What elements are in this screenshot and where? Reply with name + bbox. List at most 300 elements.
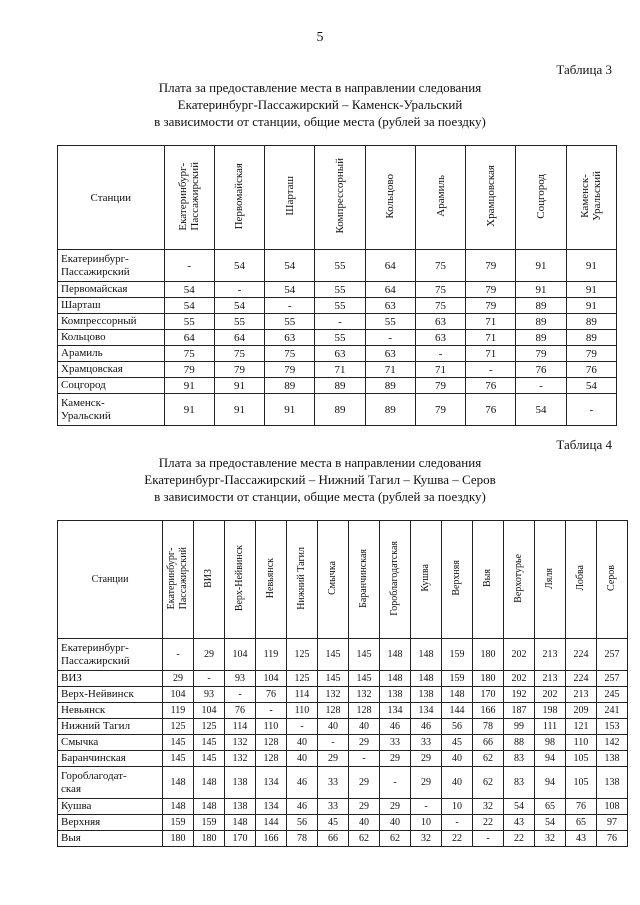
- table4-fare-cell: 224: [566, 639, 597, 671]
- table4-fare-cell: 180: [194, 831, 225, 847]
- table-row: [58, 346, 617, 362]
- table4-fare-cell: 153: [597, 719, 628, 735]
- table3-fare-cell: 75: [214, 346, 264, 362]
- table4-fare-cell: 104: [256, 671, 287, 687]
- table3-fare-cell: 75: [415, 298, 465, 314]
- table4-fare-cell: 76: [597, 831, 628, 847]
- table4-fare-cell: -: [380, 767, 411, 799]
- table4-fare-cell: 65: [535, 799, 566, 815]
- table4-column-header: [442, 521, 473, 639]
- table4-fare-cell: -: [225, 687, 256, 703]
- table4-fare-cell: 119: [256, 639, 287, 671]
- table4-column-header: [194, 521, 225, 639]
- table4-fare-cell: 22: [504, 831, 535, 847]
- table3-fare-cell: 91: [516, 282, 566, 298]
- table4-station-name: ВИЗ: [58, 671, 163, 687]
- table4-station-name: Выя: [58, 831, 163, 847]
- table4-fare-cell: 99: [504, 719, 535, 735]
- table3-fare-cell: 89: [566, 314, 616, 330]
- table3-station-name: Кольцово: [58, 330, 165, 346]
- table3-fare-cell: 89: [365, 378, 415, 394]
- table4-fare-cell: 144: [256, 815, 287, 831]
- table4-fare-cell: 105: [566, 767, 597, 799]
- table4-column-header: [256, 521, 287, 639]
- table-row: [58, 250, 617, 282]
- table4-fare-cell: 54: [504, 799, 535, 815]
- table4-fare-cell: 29: [380, 799, 411, 815]
- table3-caption-line1: Плата за предоставление места в направлении следования: [158, 80, 482, 95]
- table4-fare-cell: 93: [194, 687, 225, 703]
- table4-fare-cell: -: [349, 751, 380, 767]
- table3-fare-cell: -: [265, 298, 315, 314]
- table4-fare-cell: 134: [411, 703, 442, 719]
- table3-fare-cell: 76: [466, 378, 516, 394]
- table3-column-header-label: Кольцово: [384, 173, 397, 219]
- table3-column-header-label: Храмцовская: [484, 165, 497, 227]
- table4-fare-cell: 198: [535, 703, 566, 719]
- table4-fare-cell: 114: [287, 687, 318, 703]
- table4-fare-cell: 98: [535, 735, 566, 751]
- table3-fare-cell: 79: [214, 362, 264, 378]
- table4-fare-cell: 134: [380, 703, 411, 719]
- table4-fare-cell: 104: [194, 703, 225, 719]
- table3-station-name: Храмцовская: [58, 362, 165, 378]
- table4-fare-cell: 22: [442, 831, 473, 847]
- table4-fare-cell: 180: [473, 671, 504, 687]
- table3-fare-cell: 55: [164, 314, 214, 330]
- table4-column-header-label: Нижний Тагил: [296, 546, 307, 610]
- table3-fare-cell: 91: [164, 394, 214, 426]
- table-row: [58, 671, 628, 687]
- table3-fare-cell: 54: [164, 282, 214, 298]
- table4-fare-matrix: [57, 520, 628, 847]
- table4-column-header-label: Ляля: [544, 567, 555, 589]
- table4-fare-cell: 202: [504, 671, 535, 687]
- table3-label: Таблица 3: [556, 62, 612, 77]
- table3-fare-cell: -: [415, 346, 465, 362]
- table3-fare-cell: 64: [365, 282, 415, 298]
- table3-fare-cell: 79: [466, 282, 516, 298]
- table3-fare-cell: 89: [365, 394, 415, 426]
- table3-station-name: Первомайская: [58, 282, 165, 298]
- table4-fare-cell: 145: [163, 735, 194, 751]
- table3-fare-cell: 79: [415, 378, 465, 394]
- table3-fare-cell: 55: [214, 314, 264, 330]
- table3-fare-cell: 71: [315, 362, 365, 378]
- table4-fare-cell: 125: [194, 719, 225, 735]
- table3-column-header: [315, 146, 365, 250]
- table4-fare-cell: 241: [597, 703, 628, 719]
- table4-fare-cell: 33: [411, 735, 442, 751]
- table4-station-name: Гороблагодат- ская: [58, 767, 163, 799]
- table3-fare-cell: 89: [265, 378, 315, 394]
- table3-fare-cell: 55: [315, 330, 365, 346]
- table-row: [58, 378, 617, 394]
- table3-column-header-label: Соцгород: [535, 173, 548, 219]
- table4-fare-cell: -: [163, 639, 194, 671]
- table3-fare-cell: 63: [315, 346, 365, 362]
- table3-fare-cell: 55: [365, 314, 415, 330]
- table4-fare-cell: 128: [256, 751, 287, 767]
- table4-fare-cell: 29: [318, 751, 349, 767]
- table4-fare-cell: 29: [349, 799, 380, 815]
- table3-fare-cell: 55: [265, 314, 315, 330]
- table4-fare-cell: 159: [194, 815, 225, 831]
- table3-fare-cell: 54: [265, 250, 315, 282]
- table-row: [58, 282, 617, 298]
- table3-fare-cell: -: [516, 378, 566, 394]
- table3-fare-cell: 64: [164, 330, 214, 346]
- table3-fare-cell: 75: [164, 346, 214, 362]
- table4-fare-cell: 56: [287, 815, 318, 831]
- table4-fare-cell: 111: [535, 719, 566, 735]
- table3-fare-cell: -: [164, 250, 214, 282]
- table4-fare-cell: 148: [411, 639, 442, 671]
- table4-fare-cell: 145: [318, 671, 349, 687]
- table4-fare-cell: 145: [318, 639, 349, 671]
- table4-fare-cell: 83: [504, 767, 535, 799]
- table4-column-header-label: Невьянск: [265, 557, 276, 599]
- table-row: [58, 703, 628, 719]
- table4-fare-cell: 125: [287, 671, 318, 687]
- table4-fare-cell: 54: [535, 815, 566, 831]
- table3-fare-cell: 75: [265, 346, 315, 362]
- table3-fare-cell: 71: [466, 346, 516, 362]
- table4-fare-cell: 33: [318, 799, 349, 815]
- table4-fare-cell: 88: [504, 735, 535, 751]
- table4-fare-cell: 138: [380, 687, 411, 703]
- table3-fare-cell: 89: [516, 298, 566, 314]
- table4-column-header-label: Гороблагодатская: [389, 540, 400, 616]
- table4-fare-cell: 40: [442, 751, 473, 767]
- table4-column-header: [504, 521, 535, 639]
- table4-fare-cell: 170: [473, 687, 504, 703]
- table3-column-header-label: Екатеринбург- Пассажирский: [177, 161, 202, 231]
- table3-fare-cell: -: [315, 314, 365, 330]
- table4-fare-cell: 145: [349, 671, 380, 687]
- table4-fare-cell: 46: [411, 719, 442, 735]
- table4-fare-cell: 159: [442, 639, 473, 671]
- table3-fare-cell: 55: [315, 282, 365, 298]
- table4-column-header: [225, 521, 256, 639]
- table4-fare-cell: 148: [194, 767, 225, 799]
- table-row: [58, 687, 628, 703]
- table3-fare-cell: 71: [466, 314, 516, 330]
- table4-fare-cell: 121: [566, 719, 597, 735]
- table4-fare-cell: 180: [473, 639, 504, 671]
- table4-fare-cell: 187: [504, 703, 535, 719]
- table3-fare-cell: -: [566, 394, 616, 426]
- table4-fare-cell: 32: [535, 831, 566, 847]
- table4-fare-cell: 43: [566, 831, 597, 847]
- table4-column-header-label: Екатеринбург- Пассажирский: [166, 546, 189, 610]
- table4-fare-cell: 138: [597, 751, 628, 767]
- table3-column-header: [365, 146, 415, 250]
- table3-fare-matrix: [57, 145, 617, 426]
- table4-fare-cell: 29: [194, 639, 225, 671]
- table4-station-name: Баранчинская: [58, 751, 163, 767]
- table3-fare-cell: 76: [466, 394, 516, 426]
- table4-fare-cell: 94: [535, 751, 566, 767]
- table-row: [58, 314, 617, 330]
- table4-fare-cell: 148: [380, 671, 411, 687]
- table4-fare-cell: 108: [597, 799, 628, 815]
- table3-column-header: [214, 146, 264, 250]
- table-row: [58, 799, 628, 815]
- table4-station-name: Екатеринбург- Пассажирский: [58, 639, 163, 671]
- table3-column-header: [516, 146, 566, 250]
- table3-station-name: Шарташ: [58, 298, 165, 314]
- table3-column-header-label: Компрессорный: [333, 158, 346, 234]
- table4-fare-cell: 132: [349, 687, 380, 703]
- table3-station-name: Каменск- Уральский: [58, 394, 165, 426]
- table4-label: Таблица 4: [556, 437, 612, 452]
- table4-fare-cell: 32: [473, 799, 504, 815]
- table4-fare-cell: 202: [504, 639, 535, 671]
- table4-column-header-label: Серов: [606, 565, 617, 591]
- table3-fare-cell: 71: [415, 362, 465, 378]
- table4-fare-cell: 40: [287, 751, 318, 767]
- table4-fare-cell: 43: [504, 815, 535, 831]
- table3-fare-cell: 54: [516, 394, 566, 426]
- table4-fare-cell: -: [411, 799, 442, 815]
- table4-fare-cell: 29: [163, 671, 194, 687]
- table4-fare-cell: 10: [442, 799, 473, 815]
- table4-fare-cell: 202: [535, 687, 566, 703]
- table4-column-header-label: ВИЗ: [203, 568, 214, 588]
- table4-fare-cell: 213: [535, 671, 566, 687]
- table3-fare-cell: 76: [516, 362, 566, 378]
- table3-fare-cell: 71: [365, 362, 415, 378]
- table4-fare-cell: 29: [349, 767, 380, 799]
- table4-fare-cell: 104: [163, 687, 194, 703]
- table4-fare-cell: 40: [349, 719, 380, 735]
- table3-fare-cell: 54: [265, 282, 315, 298]
- table-row: [58, 362, 617, 378]
- table3-fare-cell: 63: [365, 298, 415, 314]
- table3-fare-cell: 79: [415, 394, 465, 426]
- table4-fare-cell: 110: [566, 735, 597, 751]
- table4-fare-cell: 166: [473, 703, 504, 719]
- table3-fare-cell: 79: [265, 362, 315, 378]
- table4-fare-cell: 134: [256, 767, 287, 799]
- table4-fare-cell: 76: [225, 703, 256, 719]
- table3-fare-cell: 91: [516, 250, 566, 282]
- table3-fare-cell: 89: [566, 330, 616, 346]
- table4-fare-cell: 170: [225, 831, 256, 847]
- table-row: [58, 831, 628, 847]
- table4-caption-line2: Екатеринбург-Пассажирский – Нижний Тагил – Кушва – Серов: [144, 472, 496, 487]
- table4-column-header: [411, 521, 442, 639]
- table3-fare-cell: 63: [265, 330, 315, 346]
- table3-fare-cell: 54: [164, 298, 214, 314]
- table-row: [58, 719, 628, 735]
- table4-fare-cell: 33: [318, 767, 349, 799]
- table3-caption-line2: Екатеринбург-Пассажирский – Каменск-Уральский: [177, 97, 463, 112]
- table4-column-header: [287, 521, 318, 639]
- table4-fare-cell: 62: [473, 767, 504, 799]
- table3-fare-cell: -: [466, 362, 516, 378]
- table3-column-header: [164, 146, 214, 250]
- table3-column-header: [415, 146, 465, 250]
- table4-fare-cell: 159: [163, 815, 194, 831]
- table3-fare-cell: 79: [466, 298, 516, 314]
- table4-fare-cell: 29: [411, 767, 442, 799]
- table3-fare-cell: 64: [214, 330, 264, 346]
- table4-fare-cell: 65: [566, 815, 597, 831]
- table4-fare-cell: -: [473, 831, 504, 847]
- table4-fare-cell: 148: [225, 815, 256, 831]
- table4-fare-cell: 33: [380, 735, 411, 751]
- table4-fare-cell: 145: [163, 751, 194, 767]
- table4-column-header-label: Верх-Нейвинск: [234, 544, 245, 612]
- table4-fare-cell: -: [318, 735, 349, 751]
- table4-fare-cell: 209: [566, 703, 597, 719]
- table4-fare-cell: 78: [287, 831, 318, 847]
- table4-fare-cell: 105: [566, 751, 597, 767]
- table4-fare-cell: 29: [411, 751, 442, 767]
- table3-fare-cell: 71: [466, 330, 516, 346]
- table4-fare-cell: 138: [411, 687, 442, 703]
- table-row: [58, 639, 628, 671]
- table4-fare-cell: 83: [504, 751, 535, 767]
- table3-fare-cell: 64: [365, 250, 415, 282]
- table3-station-name: Екатеринбург- Пассажирский: [58, 250, 165, 282]
- table4-fare-cell: 125: [163, 719, 194, 735]
- table4-station-name: Смычка: [58, 735, 163, 751]
- table3-fare-cell: 91: [164, 378, 214, 394]
- table4-column-header-label: Выя: [482, 569, 493, 587]
- table3-fare-cell: 55: [315, 250, 365, 282]
- table4-fare-cell: -: [442, 815, 473, 831]
- table4-fare-cell: 66: [318, 831, 349, 847]
- table4-fare-cell: 245: [597, 687, 628, 703]
- table3-fare-cell: 76: [566, 362, 616, 378]
- table3-fare-cell: 91: [214, 394, 264, 426]
- table3-station-name: Компрессорный: [58, 314, 165, 330]
- table4-fare-cell: 128: [349, 703, 380, 719]
- table4-fare-cell: 138: [597, 767, 628, 799]
- table4-fare-cell: 224: [566, 671, 597, 687]
- table4-column-header-label: Баранчинская: [358, 548, 369, 608]
- table4-column-header: [535, 521, 566, 639]
- table4-fare-cell: 76: [566, 799, 597, 815]
- table3-fare-cell: 89: [315, 394, 365, 426]
- table4-station-name: Нижний Тагил: [58, 719, 163, 735]
- table4-fare-cell: 145: [349, 639, 380, 671]
- table4-fare-cell: 148: [442, 687, 473, 703]
- table3-fare-cell: -: [214, 282, 264, 298]
- table3-fare-cell: 54: [214, 250, 264, 282]
- table3-fare-cell: 79: [516, 346, 566, 362]
- table3-column-header: [566, 146, 616, 250]
- table4-fare-cell: 145: [194, 751, 225, 767]
- table4-fare-cell: 66: [473, 735, 504, 751]
- table4-fare-cell: 148: [163, 767, 194, 799]
- table3-fare-cell: 91: [265, 394, 315, 426]
- table3-column-header-label: Шарташ: [283, 176, 296, 216]
- table4-fare-cell: 138: [225, 799, 256, 815]
- table4-fare-cell: 148: [380, 639, 411, 671]
- table4-column-header: [473, 521, 504, 639]
- table4-fare-cell: 40: [442, 767, 473, 799]
- table3-station-name: Арамиль: [58, 346, 165, 362]
- table4-fare-cell: 45: [442, 735, 473, 751]
- table4-column-header: [163, 521, 194, 639]
- table4-fare-cell: 29: [380, 751, 411, 767]
- table4-column-header: [318, 521, 349, 639]
- table4-fare-cell: 148: [411, 671, 442, 687]
- table-row: [58, 815, 628, 831]
- table4-fare-cell: 257: [597, 639, 628, 671]
- table4-fare-cell: -: [256, 703, 287, 719]
- table3-fare-cell: 54: [566, 378, 616, 394]
- table4-fare-cell: 104: [225, 639, 256, 671]
- table4-fare-cell: 119: [163, 703, 194, 719]
- table4-fare-cell: 144: [442, 703, 473, 719]
- table3-corner-header: Станции: [58, 146, 165, 250]
- table4-column-header-label: Смычка: [327, 561, 338, 595]
- table3-fare-cell: 55: [315, 298, 365, 314]
- table3-fare-cell: 89: [516, 314, 566, 330]
- table4-column-header: [597, 521, 628, 639]
- table3-fare-cell: 89: [315, 378, 365, 394]
- table4-fare-cell: 159: [442, 671, 473, 687]
- table4-fare-cell: 97: [597, 815, 628, 831]
- table4-station-name: Верхняя: [58, 815, 163, 831]
- table3-fare-cell: 79: [466, 250, 516, 282]
- table4-fare-cell: 22: [473, 815, 504, 831]
- table3-column-header: [466, 146, 516, 250]
- table3-column-header-label: Каменск- Уральский: [579, 171, 604, 221]
- table4-fare-cell: 40: [380, 815, 411, 831]
- table4-fare-cell: 134: [256, 799, 287, 815]
- table4-station-name: Невьянск: [58, 703, 163, 719]
- table4-corner-header: Станции: [58, 521, 163, 639]
- table4-fare-cell: 132: [225, 735, 256, 751]
- table4-column-header: [380, 521, 411, 639]
- table3-fare-cell: 63: [415, 314, 465, 330]
- table4-fare-cell: 125: [287, 639, 318, 671]
- table3-station-name: Соцгород: [58, 378, 165, 394]
- table4-fare-cell: 40: [287, 735, 318, 751]
- table3-caption-line3: в зависимости от станции, общие места (рублей за поездку): [154, 114, 486, 129]
- table4-fare-cell: 148: [194, 799, 225, 815]
- table4-fare-cell: 128: [318, 703, 349, 719]
- table4-fare-cell: 110: [256, 719, 287, 735]
- table4-fare-cell: 257: [597, 671, 628, 687]
- table4-fare-cell: 132: [225, 751, 256, 767]
- table-row: [58, 767, 628, 799]
- table3-fare-cell: -: [365, 330, 415, 346]
- table4-fare-cell: 148: [163, 799, 194, 815]
- table4-fare-cell: 180: [163, 831, 194, 847]
- table4-caption-line1: Плата за предоставление места в направлении следования: [158, 455, 482, 470]
- table4-fare-cell: 62: [349, 831, 380, 847]
- table3-fare-cell: 91: [214, 378, 264, 394]
- table4-fare-cell: -: [287, 719, 318, 735]
- table-row: [58, 298, 617, 314]
- table4-column-header-label: Верхняя: [451, 560, 462, 596]
- table4-station-name: Верх-Нейвинск: [58, 687, 163, 703]
- table4-fare-cell: 45: [318, 815, 349, 831]
- table4-fare-cell: 78: [473, 719, 504, 735]
- table3-fare-cell: 54: [214, 298, 264, 314]
- table4-fare-cell: 56: [442, 719, 473, 735]
- table4-fare-cell: 40: [318, 719, 349, 735]
- page-number: 5: [316, 30, 324, 45]
- table4-fare-cell: 62: [473, 751, 504, 767]
